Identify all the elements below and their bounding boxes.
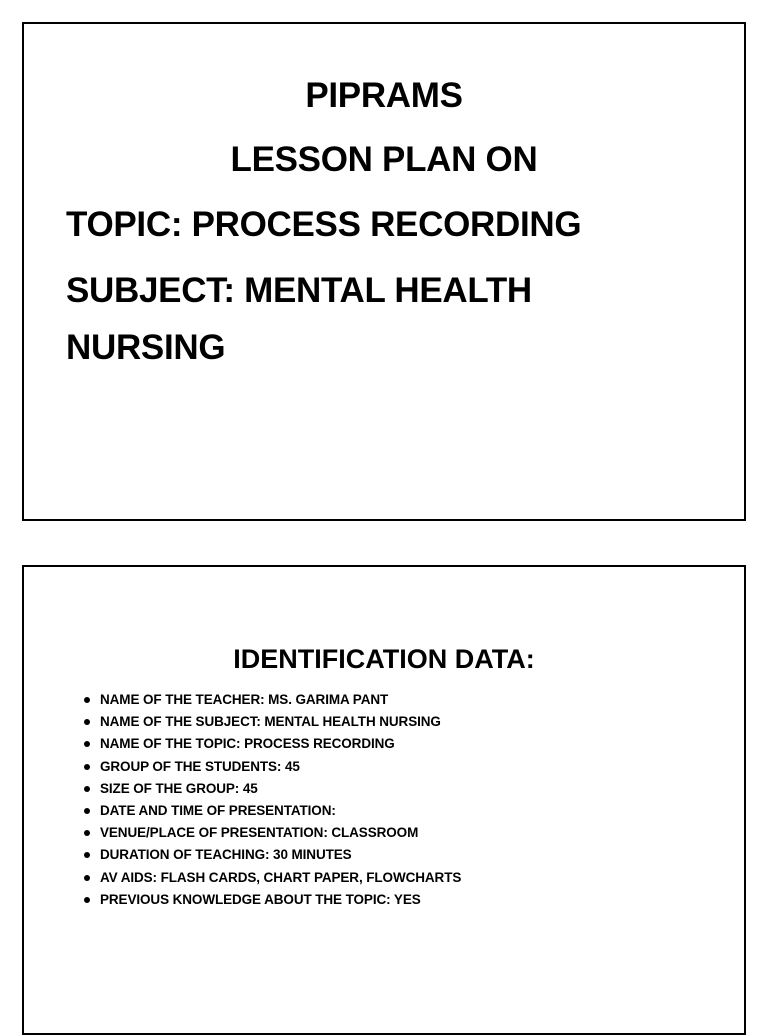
bullet-icon <box>84 741 90 747</box>
bullet-icon <box>84 897 90 903</box>
institution-title: PIPRAMS <box>305 76 463 115</box>
list-item-text: NAME OF THE TOPIC: PROCESS RECORDING <box>100 736 395 752</box>
list-item <box>84 800 461 822</box>
bullet-icon <box>84 764 90 770</box>
list-item-text: GROUP OF THE STUDENTS: 45 <box>100 758 300 774</box>
list-item <box>84 844 461 866</box>
bullet-icon <box>84 852 90 858</box>
list-item-text: NAME OF THE TEACHER: MS. GARIMA PANT <box>100 692 389 707</box>
bullet-icon <box>84 875 90 881</box>
identification-heading: IDENTIFICATION DATA: <box>233 644 535 674</box>
bullet-icon <box>84 786 90 792</box>
list-item-text: AV AIDS: FLASH CARDS, CHART PAPER, FLOWCHARTS <box>100 869 462 885</box>
identification-list <box>84 689 461 911</box>
list-item-text: NAME OF THE SUBJECT: MENTAL HEALTH NURSING <box>100 714 441 730</box>
list-item <box>84 778 461 800</box>
list-item-text: DATE AND TIME OF PRESENTATION: <box>100 802 336 818</box>
subject-line: SUBJECT: MENTAL HEALTH <box>66 271 532 310</box>
list-item-text: PREVIOUS KNOWLEDGE ABOUT THE TOPIC: YES <box>100 891 421 907</box>
list-item-text: SIZE OF THE GROUP: 45 <box>100 780 258 796</box>
list-item <box>84 711 461 733</box>
identification-slide <box>22 565 746 1035</box>
bullet-icon <box>84 830 90 836</box>
list-item <box>84 867 461 889</box>
list-item-text: DURATION OF TEACHING: 30 MINUTES <box>100 847 352 863</box>
list-item <box>84 756 461 778</box>
bullet-icon <box>84 697 90 703</box>
list-item <box>84 889 461 911</box>
list-item <box>84 689 461 711</box>
title-slide <box>22 22 746 521</box>
list-item-text: VENUE/PLACE OF PRESENTATION: CLASSROOM <box>100 825 419 841</box>
list-item <box>84 733 461 755</box>
subject-line-continued: NURSING <box>66 328 226 367</box>
lesson-plan-heading: LESSON PLAN ON <box>230 140 538 179</box>
bullet-icon <box>84 808 90 814</box>
list-item <box>84 822 461 844</box>
topic-line: TOPIC: PROCESS RECORDING <box>66 205 582 244</box>
bullet-icon <box>84 719 90 725</box>
